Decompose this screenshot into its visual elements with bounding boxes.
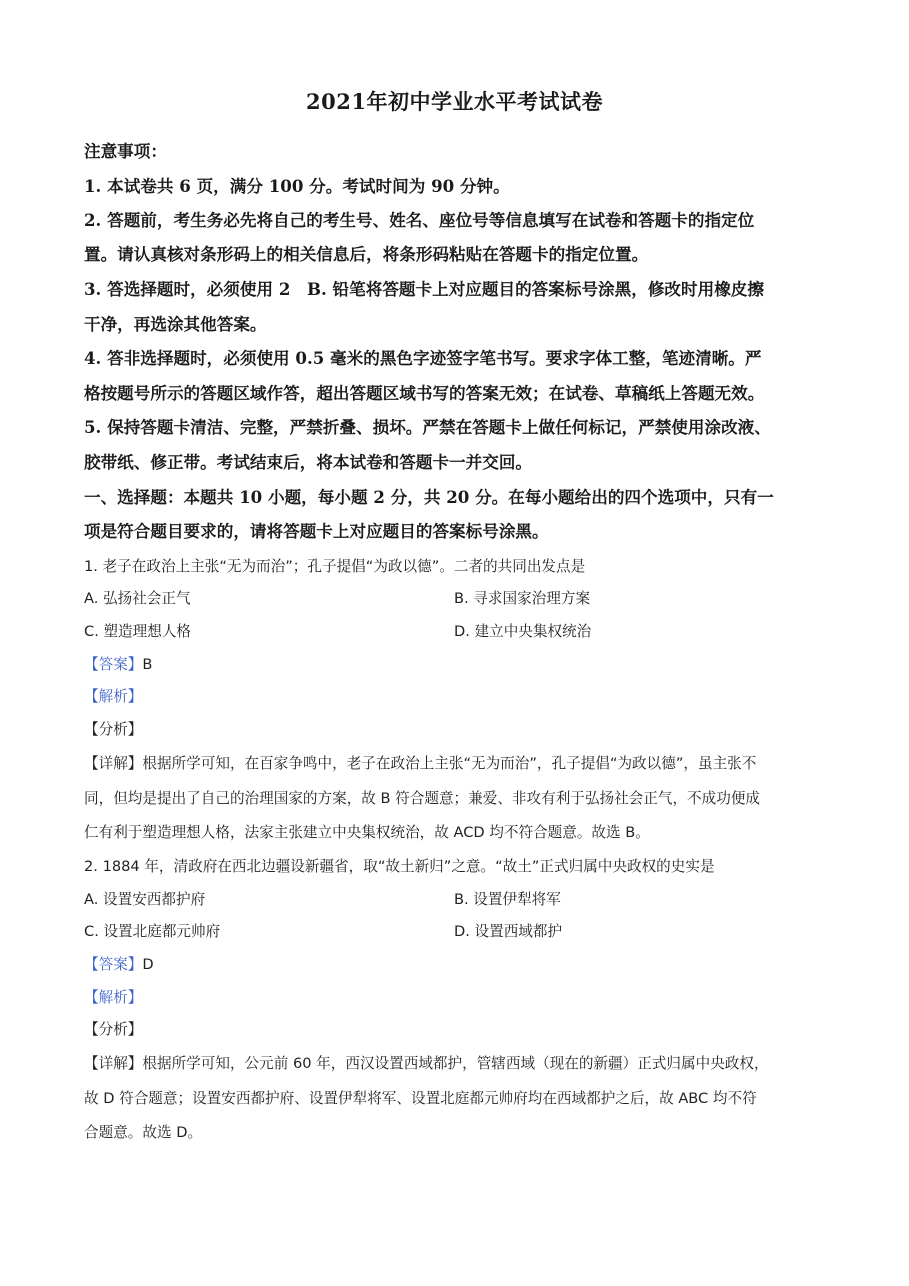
question-1-option-b: B. 寻求国家治理方案 xyxy=(454,590,591,607)
question-2-fenxi-tag: 【分析】 xyxy=(84,1021,143,1038)
question-2-option-a: A. 设置安西都护府 xyxy=(84,891,206,908)
answer-value: B xyxy=(142,656,153,673)
question-1-detail: 仁有利于塑造理想人格，法家主张建立中央集权统治，故 ACD 均不符合题意。故选 B。 xyxy=(84,824,650,841)
notice-line: 干净，再选涂其他答案。 xyxy=(84,314,267,334)
question-1-option-a: A. 弘扬社会正气 xyxy=(84,590,191,607)
notice-line: 2. 答题前，考生务必先将自己的考生号、姓名、座位号等信息填写在试卷和答题卡的指定位 xyxy=(84,210,755,230)
question-2-detail: 【详解】根据所学可知，公元前 60 年，西汉设置西域都护，管辖西域（现在的新疆）正式归属中央政权， xyxy=(84,1055,769,1072)
notice-line: 3. 答选择题时，必须使用 2 B. 铅笔将答题卡上对应题目的答案标号涂黑，修改时用橡皮擦 xyxy=(84,279,764,299)
question-2-option-d: D. 设置西域都护 xyxy=(454,923,563,940)
notice-line: 胶带纸、修正带。考试结束后，将本试卷和答题卡一并交回。 xyxy=(84,452,533,472)
notice-line: 1. 本试卷共 6 页，满分 100 分。考试时间为 90 分钟。 xyxy=(84,176,510,196)
question-1-answer xyxy=(84,653,152,674)
section-heading: 一、选择题：本题共 10 小题，每小题 2 分，共 20 分。在每小题给出的四个选项中，只有一 xyxy=(84,487,774,507)
exam-title: 2021年初中学业水平考试试卷 xyxy=(306,89,603,114)
notice-heading: 注意事项： xyxy=(84,141,167,161)
question-2-option-b: B. 设置伊犁将军 xyxy=(454,891,561,908)
question-1-fenxi-tag: 【分析】 xyxy=(84,721,143,738)
question-2-detail: 故 D 符合题意；设置安西都护府、设置伊犁将军、设置北庭都元帅府均在西域都护之后，故 ABC 均不符 xyxy=(84,1090,757,1107)
question-1-stem: 1. 老子在政治上主张“无为而治”；孔子提倡“为政以德”。二者的共同出发点是 xyxy=(84,558,586,575)
answer-value: D xyxy=(142,956,154,973)
question-2-stem: 2. 1884 年，清政府在西北边疆设新疆省，取“故土新归”之意。“故土”正式归属中央政权的史实是 xyxy=(84,858,715,875)
question-2-answer xyxy=(84,953,154,974)
notice-line: 5. 保持答题卡清洁、完整，严禁折叠、损坏。严禁在答题卡上做任何标记，严禁使用涂改液、 xyxy=(84,417,771,437)
question-1-option-c: C. 塑造理想人格 xyxy=(84,623,192,640)
answer-tag: 【答案】 xyxy=(84,656,143,673)
notice-line: 4. 答非选择题时，必须使用 0.5 毫米的黑色字迹签字笔书写。要求字体工整，笔迹清晰。严 xyxy=(84,348,762,368)
question-1-detail: 【详解】根据所学可知，在百家争鸣中，老子在政治上主张“无为而治”，孔子提倡“为政以德”，虽主张不 xyxy=(84,755,757,772)
question-1-analysis-tag: 【解析】 xyxy=(84,688,143,705)
question-2-analysis-tag: 【解析】 xyxy=(84,989,143,1006)
notice-line: 置。请认真核对条形码上的相关信息后，将条形码粘贴在答题卡的指定位置。 xyxy=(84,244,649,264)
question-2-option-c: C. 设置北庭都元帅府 xyxy=(84,923,221,940)
question-1-option-d: D. 建立中央集权统治 xyxy=(454,623,592,640)
section-heading: 项是符合题目要求的，请将答题卡上对应题目的答案标号涂黑。 xyxy=(84,521,549,541)
answer-tag: 【答案】 xyxy=(84,956,143,973)
notice-line: 格按题号所示的答题区域作答，超出答题区域书写的答案无效；在试卷、草稿纸上答题无效。 xyxy=(84,383,765,403)
question-1-detail: 同，但均是提出了自己的治理国家的方案，故 B 符合题意；兼爱、非攻有利于弘扬社会正气，不成功便成 xyxy=(84,790,761,807)
question-2-detail: 合题意。故选 D。 xyxy=(84,1124,203,1141)
